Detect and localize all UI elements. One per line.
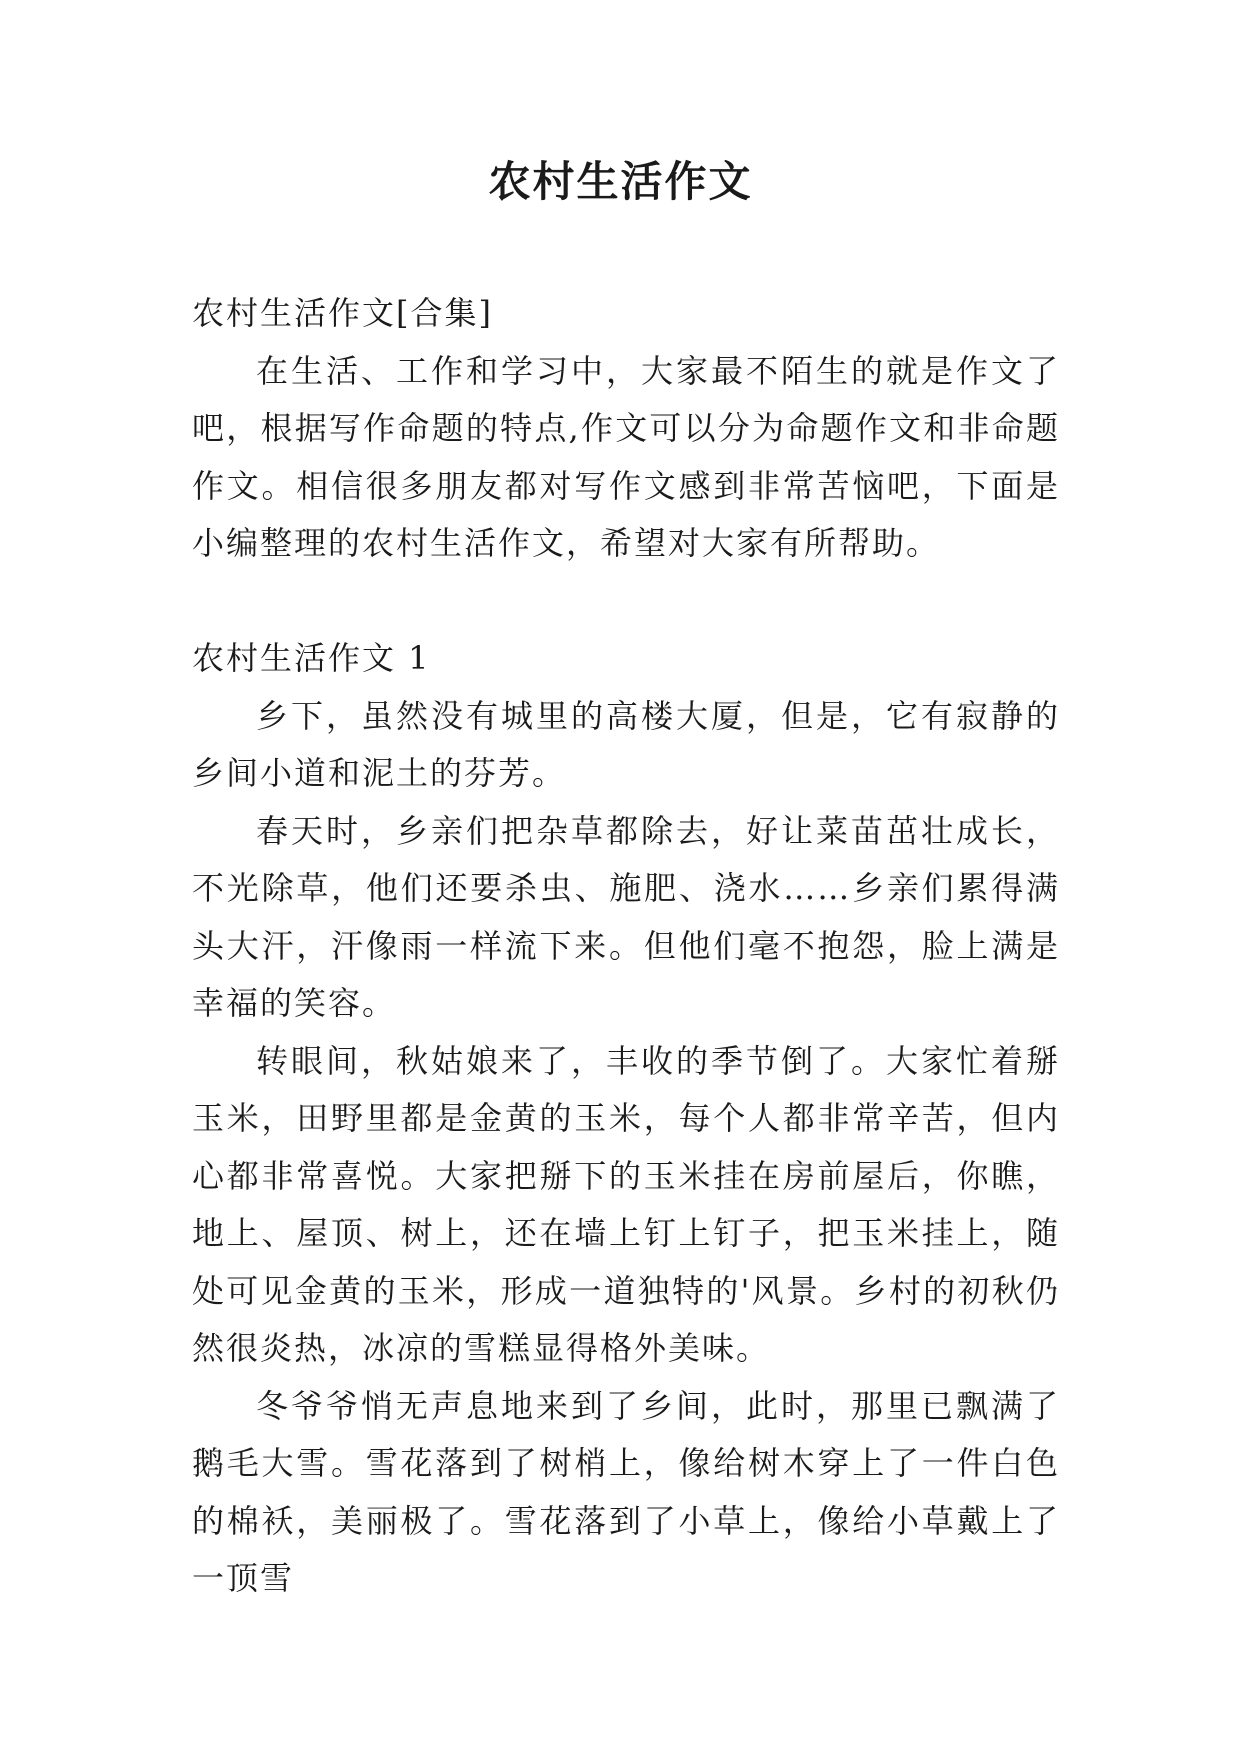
essay-paragraph-3: 转眼间，秋姑娘来了，丰收的季节倒了。大家忙着掰玉米，田野里都是金黄的玉米，每个人都非常辛苦，但内心都非常喜悦。大家把掰下的玉米挂在房前屋后，你瞧，地上、屋顶、树上，还在墙上钉上钉子，把玉米挂上，随处可见金黄的玉米，形成一道独特的'风景。乡村的初秋仍然很炎热，冰凉的雪糕显得格外美味。 bbox=[192, 1041, 1060, 1367]
essay-paragraph-4: 冬爷爷悄无声息地来到了乡间，此时，那里已飘满了鹅毛大雪。雪花落到了树梢上，像给树木穿上了一件白色的棉袄，美丽极了。雪花落到了小草上，像给小草戴上了一顶雪 bbox=[192, 1386, 1060, 1597]
document-title: 农村生活作文 bbox=[488, 157, 753, 206]
intro-paragraph: 在生活、工作和学习中，大家最不陌生的就是作文了吧，根据写作命题的特点,作文可以分为命题作文和非命题作文。相信很多朋友都对写作文感到非常苦恼吧，下面是小编整理的农村生活作文，希望对大家有所帮助。 bbox=[192, 351, 1060, 562]
essay-paragraph-2: 春天时，乡亲们把杂草都除去，好让菜苗茁壮成长，不光除草，他们还要杀虫、施肥、浇水……乡亲们累得满头大汗，汗像雨一样流下来。但他们毫不抱怨，脸上满是幸福的笑容。 bbox=[192, 811, 1060, 1022]
essay-heading: 农村生活作文 1 bbox=[192, 639, 431, 677]
section-gap bbox=[192, 573, 1060, 631]
essay-paragraph-1: 乡下，虽然没有城里的高楼大厦，但是，它有寂静的乡间小道和泥土的芬芳。 bbox=[192, 696, 1060, 792]
document-body bbox=[192, 285, 1060, 1608]
collection-heading: 农村生活作文[合集] bbox=[192, 294, 493, 332]
